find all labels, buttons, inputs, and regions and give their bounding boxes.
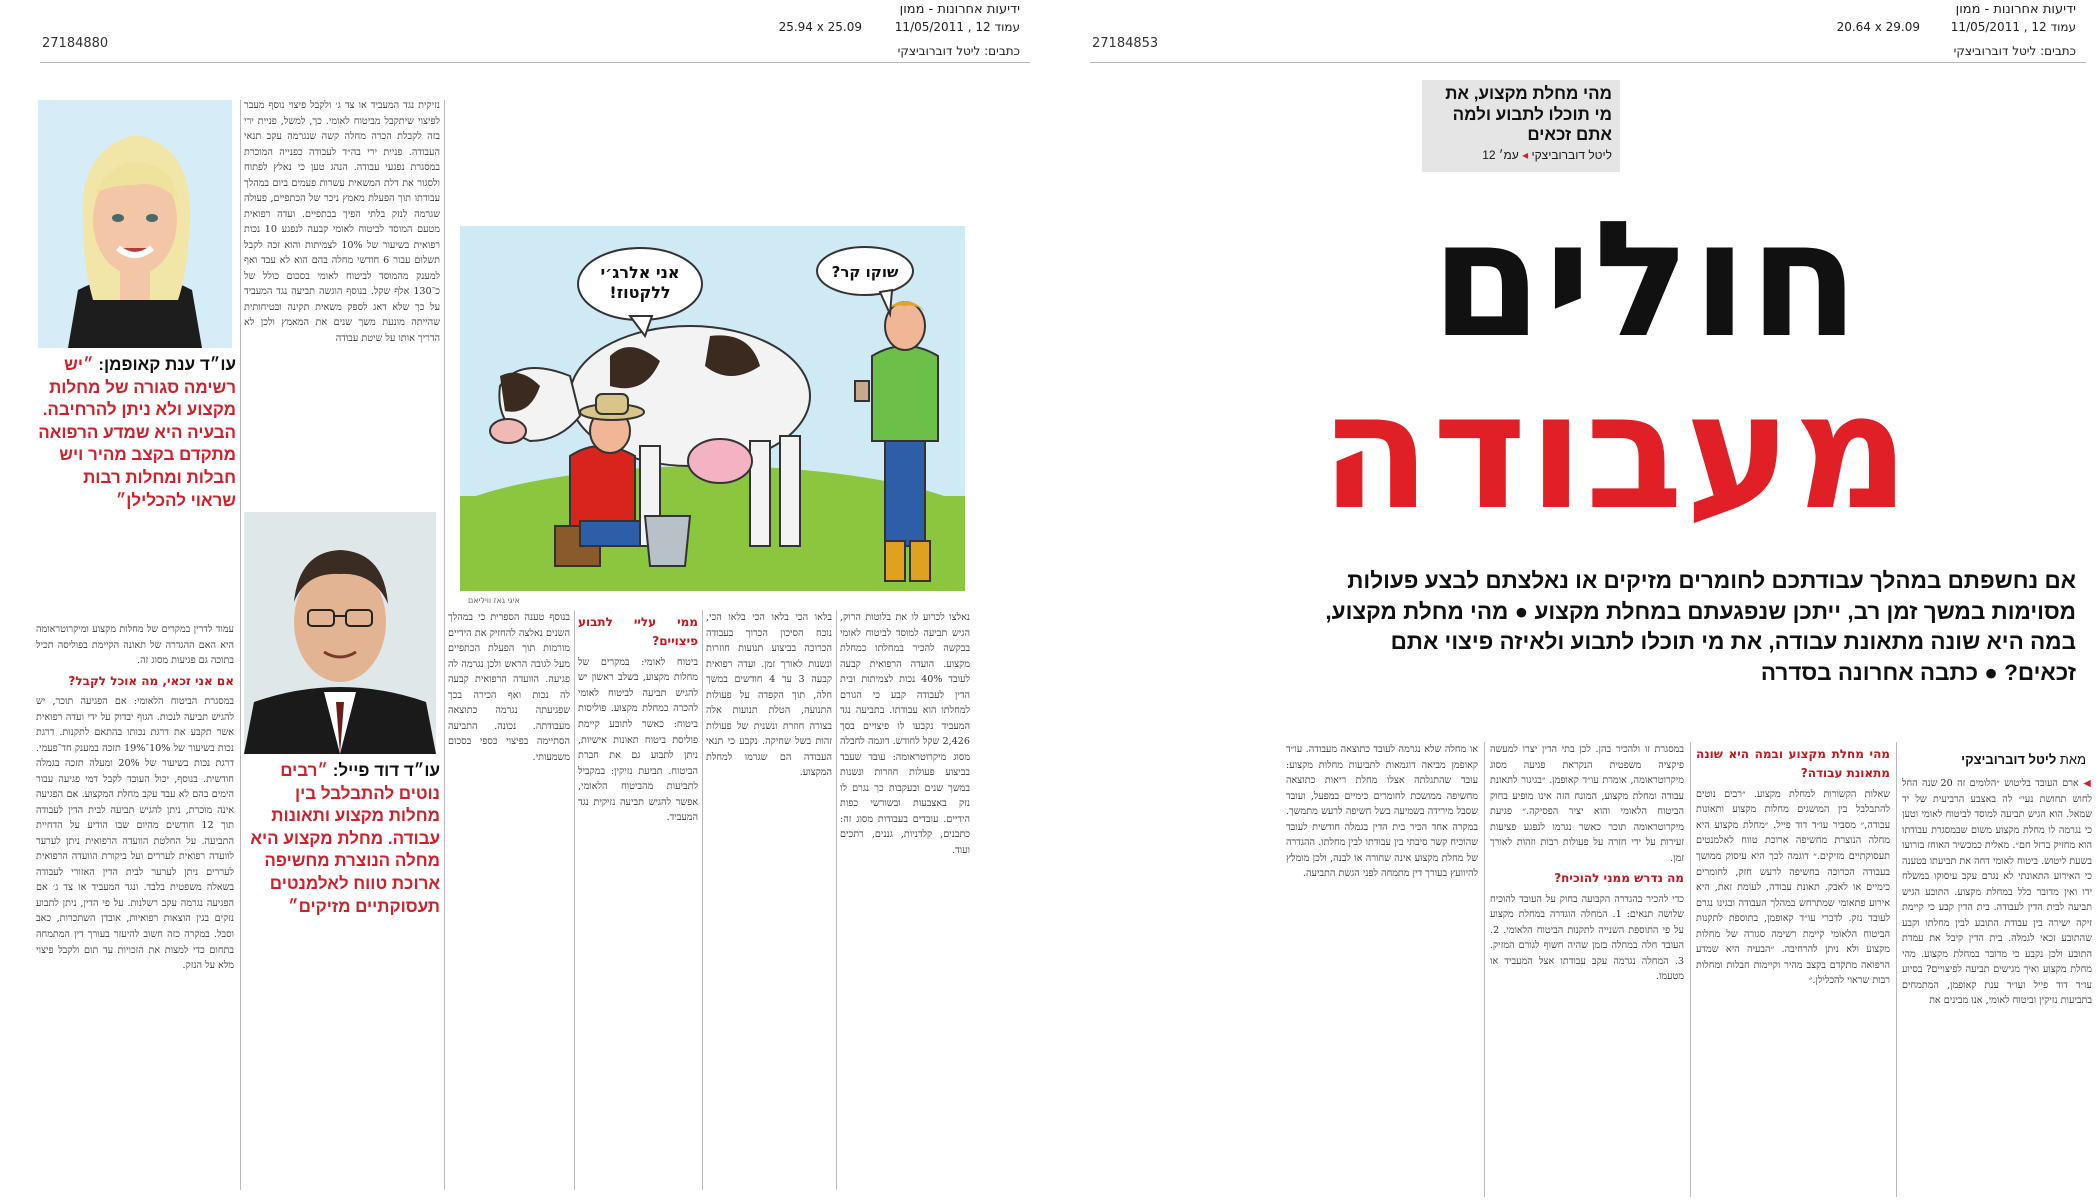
quote-kaufman-speaker: עו״ד ענת קאופמן: bbox=[98, 355, 236, 374]
cartoon-cow-milking bbox=[460, 226, 965, 591]
col-mid-subheading: אם אני זכאי, מה אוכל לקבל? bbox=[68, 673, 234, 688]
header-dimensions: 20.64 x 29.09 bbox=[1836, 20, 1920, 34]
col2-subheading: מהי מחלת מקצוע ובמה היא שונה מתאונת עבודה? bbox=[1696, 747, 1890, 781]
quote-feil bbox=[244, 760, 440, 918]
article-column-left-mid bbox=[36, 622, 234, 1197]
col-bot-b-text: בלאו הכי בלאו הכי בלאו הכי, נוכח הסיכון הכרוך בעבודה הכרוכה בביצוע תנועות חוזרות ונשנות לאורך זמן. ועדה רפואית קבעה 3 עד 4 חודשים במשך חלה, תוך הקפדה על פעולות התנועה, הטלת תנועות אלה בצורה חוזרת ונשנית של פעולות זהות בשל שחיקה. נקבע כי תנאי העבודה הם שגרמו למחלת המקצוע. bbox=[706, 612, 832, 779]
article-column-bot-4 bbox=[840, 610, 970, 1195]
column-rule bbox=[1690, 742, 1691, 1197]
cartoon-bubble-man: שוקו קר? bbox=[831, 263, 899, 281]
col3-subheading: מה נדרש ממני להוכיח? bbox=[1554, 871, 1684, 886]
teaser-box bbox=[1422, 80, 1620, 172]
header-publication: ידיעות אחרונות - ממון bbox=[899, 2, 1020, 17]
teaser-byline: ליטל דוברוביצקי bbox=[1531, 148, 1612, 163]
article-dek: אם נחשפתם במהלך עבודתכם לחומרים מזיקים או נאלצתם לבצע פעולות מסוימות במשך זמן רב, ייתכן שנפגעתם במחלת מקצוע ● מהי מחלת מקצוע, במה היא שונה מתאונת עבודה, את מי תוכלו לתבוע ולאיזה פיצוי אתם זכאים? ● כתבה אחרונה בסדרה bbox=[1325, 568, 2076, 685]
col-bot-c-text: ביטוח לאומי: במקרים של מחלות מקצוע, בשלב ראשון יש להגיש תביעה לביטוח לאומי להכרה כמחלת מקצוע. פוליסות ביטוח: כאשר לתובע קיימת פוליסת ביטוח תאונות אישיות, ניתן לתבוע גם את חברת הביטוח. תביעת נזיקין: במקביל לתביעות מהביטוח הלאומי, אפשר להגיש תביעה נזיקית נגד המעביד. bbox=[578, 656, 698, 824]
col-mid-text-2: במסגרת הביטוח הלאומי: אם הפגיעה תוכר, יש להגיש תביעה לנכות. הגוף יבדוק על ידי ועדה רפואית אשר תקבע את דרגת נכותו בהתאם לתקנות. דרגת נכות בשיעור של 10%־19% תזכה במענק חד־פעמי. דרגת נכות בשיעור של 20% ומעלה תזכה בגמלה חודשית. בנוסף, יכול העובד לקבל דמי פגיעה עבור הימים בהם לא עבד עקב מחלת המקצוע. אם הפגיעה אינה מוכרת, ניתן להגיש תביעה לבית הדין לעבודה תוך 12 חודשים מהיום שבו הודיע על הדחיית התביעה. על החלטת הוועדה הרפואית ניתן לערער לוועדה רפואית לעררים ועל ביקורת הוועדה הרפואית לעררים ניתן לערער לבית הדין האזורי לעבודה בשאלה משפטית בלבד. bbox=[36, 696, 234, 894]
byline-name: ליטל דוברוביצקי bbox=[1961, 752, 2057, 767]
col1-start-icon: ◀ bbox=[2078, 778, 2092, 789]
column-rule bbox=[1896, 742, 1897, 1197]
col3-text: במסגרת זו ולהכיר בהן. לכן בתי הדין יצרו למעשה פיקציה משפטית הנקראת פגיעה מסוג מיקרוטראומה, אומרת עו״ד קאופמן. ״בגיגור לתאונת עבודה ומחלת מקצוע, המונח הזה אינו מופיע בחוק הביטוח הלאומי והוא יציר הפסיקה.״ פגיעת מיקרוטראומה תוכר כאשר נגרמו לנפגע פציעות זעירות על ידי חזרה על פעולות רבות וזהות לאורך זמן. bbox=[1490, 744, 1684, 864]
article-column-4 bbox=[1286, 742, 1478, 1201]
teaser-page-ref: עמ׳ 12 bbox=[1482, 148, 1519, 163]
column-rule bbox=[836, 610, 837, 1190]
header-writer: כתבים: ליטל דוברוביצקי bbox=[897, 44, 1020, 58]
quote-feil-text: ״רבים נוטים להתבלבל בין מחלות מקצוע ותאונות עבודה. מחלת מקצוע היא מחלה הנוצרת מחשיפה ארוכת טווח לאלמנטים תעסוקתיים מזיקים״ bbox=[250, 761, 440, 916]
header-rule bbox=[40, 62, 1030, 63]
headline-line-1: חולים bbox=[1430, 186, 1862, 373]
header-publication: ידיעות אחרונות - ממון bbox=[1955, 2, 2076, 17]
header-dimensions: 25.94 x 25.09 bbox=[778, 20, 862, 34]
article-column-bot-1 bbox=[448, 610, 570, 1195]
column-rule bbox=[444, 100, 445, 1190]
headline-line-2: מעבודה bbox=[1320, 358, 1912, 545]
teaser-credit bbox=[1430, 148, 1612, 162]
article-column-1 bbox=[1902, 776, 2092, 1201]
photo-feil bbox=[244, 512, 436, 754]
col-top-text: נזיקית נגד המעביד או צד ג׳ ולקבל פיצוי נוסף מעבר לפיצוי שיתקבל מביטוח לאומי. כך, למשל, פניית ירי בזה לקבלת הכרה מחלה קשה שנגרמה עקב תנאי העבודה. פניית ירי בה״ד לעבודה כפנייה המוכרת במסגרת נפגעי עבודה. הנהג טען כי נאלץ לפתוח ולסגור את דלת המשאית עשרות פעמים ביום במהלך עבודתו תוך הפעלת מאמץ ניכר של הכתפיים, פעולה שגרמה לנזק בלתי הפיך בכתפיים. ועדה רפואית מטעם המוסד לביטוח לאומי קבעה לנפגע 10 נכות רפואית בשיעור של 10% לצמיתות והוא זכה לקבל תשלום עבור 6 חודשי מחלה בהם הוא לא עבד ואף למענק מהמוסד לביטוח לאומי בסכום כולל של כ־130 אלף שקל. בנוסף הוגשה תביעה נגד המעביד על כך שלא דאג לספק משאית תקינה ובטיחותית שהייתה מונעת משך שנים את המאמץ ולכן לא הדריך אותו על שיטת עבודה bbox=[244, 100, 440, 344]
col4-text: או מחלה שלא נגרמה לעובד כתוצאה מעבודה. עו״ד קאופמן מביאה דוגמאות לתביעות מחלות מקצוע: עובד שהתגלתה אצלו מחלת ריאות כתוצאה מחשיפה ממושכת לחומרים כימיים במפעל, ועובד שסבל מירידה בשמיעה בשל חשיפה לרעש מתמשך. במקרה אחד הכיר בית הדין בגמלה חודשית לעובד שהוכיח קשר סיבתי בין עבודתו לבין מחלתו. ההגדרה של מחלת מקצוע אינה שחורה או לבנה, ולכן מומלץ להיוועץ בעורך דין מתמחה לפני הגשת התביעה. bbox=[1286, 744, 1478, 880]
header-page-date: עמוד 12 , 11/05/2011 bbox=[894, 20, 1020, 34]
cartoon-bubble-cow: אני אלרג׳י ללקטוז! bbox=[600, 263, 680, 302]
col-mid-text-3: ונגד המעביד או צד ג׳ אם הפגיעה נגרמה עקב רשלנות. על פי הדין, ניתן לתבוע נזקים בגין הוצאות רפואיות, אובדן השתכרות, כאב וסבל. במקרה כזה חשוב להיעזר בעורך דין המתמחה בתחום כדי למצות את הזכויות עד תום ולקבל פיצוי מלא על הנזק. bbox=[36, 882, 234, 972]
quote-kaufman bbox=[36, 354, 236, 512]
cartoon-signature: איגי גאז וויליאם bbox=[468, 596, 520, 605]
clip-id: 27184880 bbox=[42, 36, 109, 51]
article-column-2 bbox=[1696, 742, 1890, 1201]
col-mid-text: עמוד לדרין במקרים של מחלות מקצוע ומיקרוטראומה היא האם ההגדרה של תאונה הקיימת בפוליסה תכיל בתוכה גם פגיעות מסוג זה. bbox=[36, 624, 234, 667]
header-rule bbox=[1090, 62, 2086, 63]
teaser-arrow-icon: ◂ bbox=[1522, 148, 1529, 163]
teaser-title: מהי מחלת מקצוע, את מי תוכלו לתבוע ולמה אתם זכאים bbox=[1445, 84, 1612, 145]
photo-kaufman bbox=[38, 100, 232, 348]
col-bot-d-text: בנוסף טענה הספרית כי במהלך השנים נאלצה להחזיק את הידיים מורמות תוך הפעלת הכתפיים מעל לגובה הראש ולכן נגרמה לה פגיעה. הוועדה הרפואית קבעה לה נכות ואף הכירה בכך שפגיעתה נגרמה כתוצאה מעבודתה. נכונה. התביעה הסתיימה בפיצוי כספי בסכום משמעותי. bbox=[448, 612, 570, 763]
page-gutter bbox=[1050, 0, 1086, 1203]
column-rule bbox=[240, 100, 241, 1190]
article-byline bbox=[1961, 752, 2086, 767]
col-bot-a-text: נאלצו לכרוע לו את בלוטות הרוק, הגיש תביעה למוסד לביטוח לאומי בבקשה להכיר במחלתו כמחלת מקצוע. הועדה הרפואית קבעה לעובד 40% נכות לצמיתות ובית הדין לעבודה קבע כי הגורם למחלתו הוא עבודתו. בתביעה נגד המעביד נקבעו לו פיצויים בסך 2,426 שקל לחודש. דוגמה לחבלה מסוג מיקרוטראומה: עובד שעבד בביצוע פעולות חוזרות ונשנות במשך שנים ובעקבות כך נגרם לו נזק באצבעות ובשורשי כפות הידיים. עובדים בעבודות מסוג זה: כתבנים, קלדניות, גננים, רתכים ועוד. bbox=[840, 612, 970, 856]
col3-text-b: כדי להכיר בהגדרה הקבועה בחוק על העובד להוכיח שלושה תנאים: 1. המחלה הוגדרה במחלת מקצוע על פי התוספת השנייה לתקנות הביטוח הלאומי. 2. העובד חלה במחלה בזמן שהיה חשוף לגורם המזיק. 3. המחלה נגרמה עקב עבודתו אצל המעביד או מטעמו. bbox=[1490, 893, 1684, 983]
col2-text: שאלות הקשורות למחלת מקצוע. ״רבים נוטים להתבלבל בין המושגים מחלות מקצוע ותאונות עבודה,״ מסביר עו״ד דוד פייל. ״מחלת מקצוע היא מחלה הנוצרת מחשיפה ארוכת טווח לאלמנטים תעסוקתיים מזיקים.״ דוגמה לכך היא עיסוק ממושך בעבודה הכרוכה בחשיפה לרעש חזק, לחומרים כימיים או לאבק. תאונת עבודה, לעומת זאת, היא אירוע פתאומי שמתרחש במהלך העבודה ובגינו נגרם לעובד נזק. לדברי עו״ד קאופמן, בתוספת לתקנות הביטוח הלאומי קיימת רשימה סגורה של מחלות מקצוע ולא ניתן להרחיבה. ״הבעיה היא שמדע הרפואה מתקדם בקצב מהיר וקיימות חבלות ומחלות רבות שראוי להכלילן.״ bbox=[1696, 788, 1890, 987]
article-column-bot-3 bbox=[706, 610, 832, 1195]
column-rule bbox=[1484, 742, 1485, 1197]
col1-text: ארם העובד בליטוש ״הלומים זה 20 שנה החל לחוש תחושת נעי״ לה באצבע הרביעית של יד שמאל. הוא הגיש תביעה למוסד לביטוח לאומי וטען כי נגרמה לו מחלת מקצוע משום שבמסגרת עבודתו הוא מחזיק ברזל חם״. מאלית כמכשיר האוחז בזרועו בשעת ליטוש. ביטוח לאומי דחה את תביעתו בטענה כי האירוע התאונתי לא נגרם עקב עיסוקו במשלח ידו ואין מדובר כלל במחלת מקצוע. התובע הגיש תביעה לבית הדין לעבודה. בית הדין קבע כי קיימת זיקה ישירה בין עבודת התובע לבין מחלתו וקבע שהתובע זכאי לגמלה. בית הדין קיבל את עמדת התובע ולכן נקבע כי מדובר במחלת מקצוע. מהי מחלת מקצוע ואיך מגישים תביעה לפיצויים? בסיוע עו״ד דוד פייל ועו״ד ענת קאופמן, המתמחים בתביעות נזיקין וביטוח לאומי, אנו מבינים את bbox=[1902, 778, 2092, 1007]
column-rule bbox=[702, 610, 703, 1190]
header-writer: כתבים: ליטל דוברוביצקי bbox=[1953, 44, 2076, 58]
quote-feil-speaker: עו״ד דוד פייל: bbox=[332, 761, 440, 780]
article-column-bot-2 bbox=[578, 610, 698, 1195]
byline-label: מאת bbox=[2059, 752, 2086, 767]
right-clipping-page bbox=[1086, 0, 2100, 1203]
article-column-top bbox=[244, 98, 440, 506]
clip-id: 27184853 bbox=[1092, 36, 1159, 51]
quote-kaufman-text: ״יש רשימה סגורה של מחלות מקצוע ולא ניתן להרחיבה. הבעיה היא שמדע הרפואה מתקדם בקצב מהיר ויש חבלות ומחלות רבות שראוי להכלילן״ bbox=[38, 355, 236, 510]
column-rule bbox=[574, 610, 575, 1190]
article-column-3 bbox=[1490, 742, 1684, 1201]
header-page-date: עמוד 12 , 11/05/2011 bbox=[1950, 20, 2076, 34]
col-bot-subheading: ממי עליי לתבוע פיצויים? bbox=[578, 615, 698, 649]
